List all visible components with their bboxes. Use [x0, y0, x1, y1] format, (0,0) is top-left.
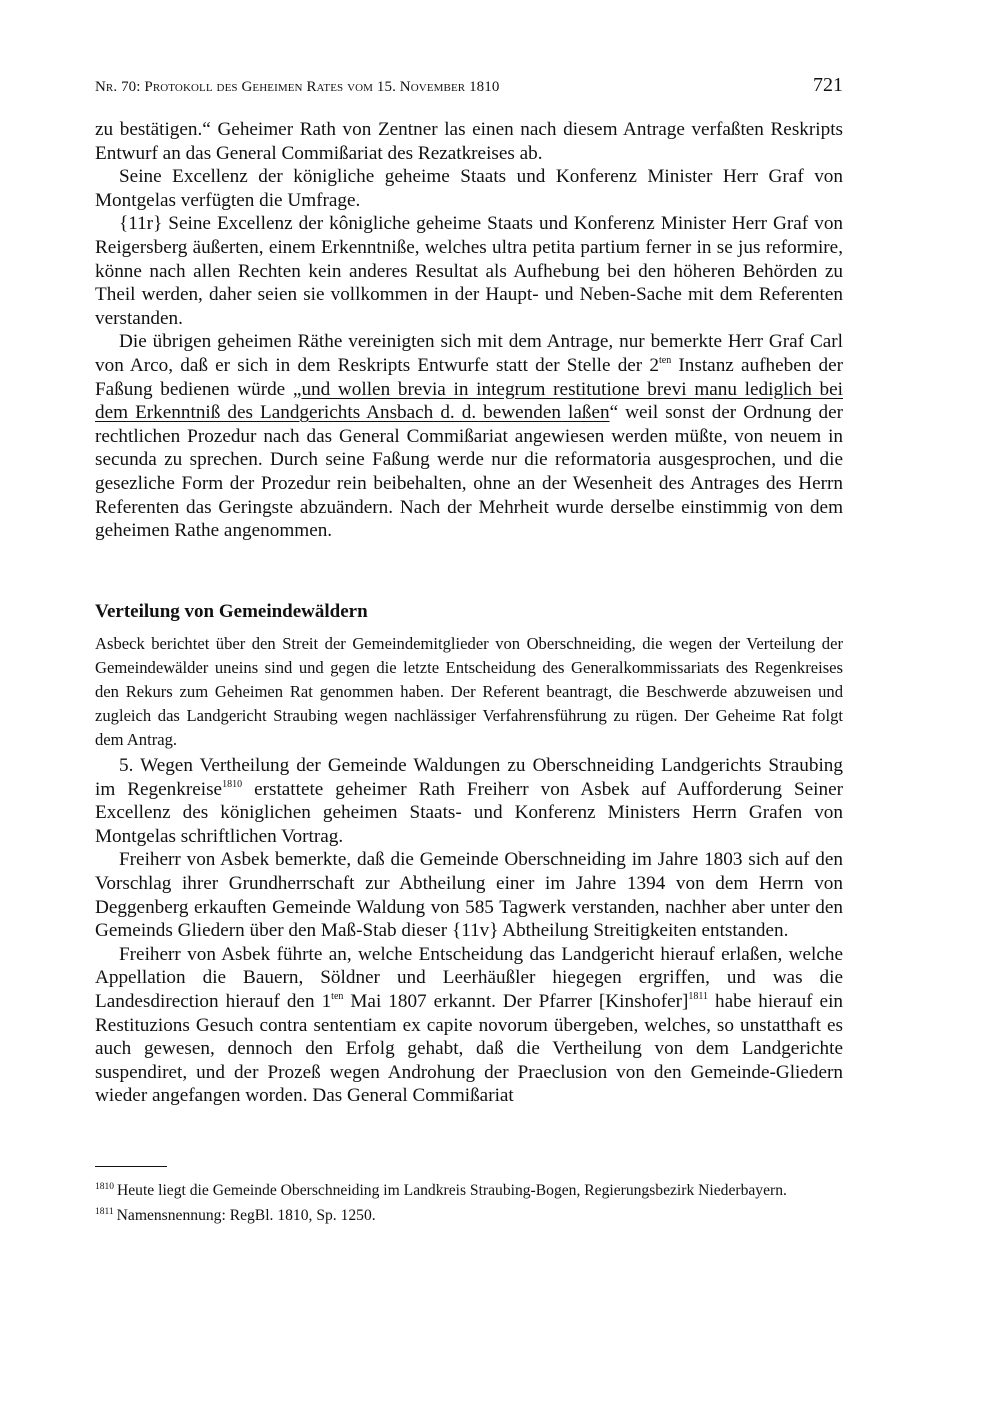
underlined-quotation: und wollen brevia in integrum restitutione brevi manu lediglich bei dem Erkenntniß des Landgerichts Ansbach d. d. bewenden laßen [95, 378, 843, 424]
main-text-block [95, 118, 843, 543]
footnote [95, 1205, 843, 1226]
footnotes [95, 1180, 843, 1230]
ordinal-superscript: ten [658, 354, 672, 366]
footnote-divider [95, 1166, 167, 1167]
paragraph-3: {11r} Seine Excellenz der kônigliche geheime Staats und Konferenz Minister Herr Graf von Reigersberg äußerten, einem Erkenntniße, welches ultra petita partium ferner in se jus reformire, könne nach allen Rechten kein anderes Resultat als Aufhebung bei den höheren Behörden zu Theil werden, daher seien sie vollkommen in der Haupt- und Neben-Sache mit dem Referenten verstanden. [95, 213, 843, 329]
footnote-mark: 1810 [95, 1182, 114, 1192]
paragraph-7-part-a: Freiherr von Asbek führte an, welche Entscheidung das Landgericht hierauf erlaßen, welche Appellation die Bauern, Söldner und Leerhäußler hiegegen ergriffen, und was die Landesdirection hierauf den 1 [95, 943, 843, 1012]
paragraph-5-part-a: 5. Wegen Vertheilung der Gemeinde Waldungen zu Oberschneiding Landgerichts Straubing im Regenkreise [95, 755, 843, 800]
running-header [95, 74, 845, 102]
footnote-text: Namensnennung: RegBl. 1810, Sp. 1250. [116, 1207, 376, 1224]
paragraph-4-part-b: Instanz aufheben der Faßung bedienen würde „ [95, 354, 843, 400]
footnote-mark: 1811 [95, 1207, 114, 1217]
paragraph-5 [95, 754, 843, 848]
footnote-text: Heute liegt die Gemeinde Oberschneiding im Landkreis Straubing-Bogen, Regierungsbezirk Niederbayern. [117, 1182, 787, 1199]
paragraph-7-part-b: Mai 1807 erkannt. Der Pfarrer [Kinshofer] [343, 990, 689, 1012]
footnote-reference[interactable]: 1810 [222, 778, 243, 790]
section-summary: Asbeck berichtet über den Streit der Gemeindemitglieder von Oberschneiding, die wegen der Verteilung der Gemeindewälder uneins sind und gegen die letzte Entscheidung des Generalkommissariats des Regenkreises den Rekurs zum Geheimen Rat genommen haben. Der Referent beantragt, die Beschwerde abzuweisen und zugleich das Landgericht Straubing wegen nachlässiger Verfahrensführung zu rügen. Der Geheime Rat folgt dem Antrag. [95, 634, 843, 749]
paragraph-4 [95, 330, 843, 542]
section-heading: Verteilung von Gemeindewäldern [95, 601, 368, 622]
ordinal-superscript: ten [331, 990, 344, 1002]
running-title: Nr. 70: Protokoll des Geheimen Rates vom 15. November 1810 [95, 79, 500, 95]
footnote-reference[interactable]: 1811 [688, 990, 709, 1002]
paragraph-2: Seine Excellenz der königliche geheime Staats und Konferenz Minister Herr Graf von Montgelas verfügten die Umfrage. [95, 166, 843, 211]
paragraph-6: Freiherr von Asbek bemerkte, daß die Gemeinde Oberschneiding im Jahre 1803 sich auf den Vorschlag ihrer Grundherrschaft zur Abtheilung einer im Jahre 1394 von dem Herrn von Deggenberg erkauften Gemeinde Waldung von 585 Tagwerk verstanden, nachher aber unter den Gemeinds Gliedern über den Maß-Stab dieser {11v} Abtheilung Streitigkeiten entstanden. [95, 849, 843, 942]
main-text-block-2 [95, 754, 843, 1108]
paragraph-7-part-c: habe hierauf ein Restituzions Gesuch contra sententiam ex capite novorum übergeben, welches, so unstatthaft es auch gewesen, dennoch den Erfolg gehabt, daß die Vertheilung von dem Landgerichte suspendiret, und der Prozeß wegen Androhung der Praeclusion von den Gemeinde-Gliedern wieder angefangen worden. Das General Commißariat [95, 990, 843, 1107]
paragraph-7 [95, 943, 843, 1108]
paragraph-1: zu bestätigen.“ Geheimer Rath von Zentner las einen nach diesem Antrage verfaßten Reskripts Entwurf an das General Commißariat des Rezatkreises ab. [95, 119, 843, 164]
page-number: 721 [813, 74, 843, 96]
paragraph-4-part-a: Die übrigen geheimen Räthe vereinigten sich mit dem Antrage, nur bemerkte Herr Graf Carl von Arco, daß er sich in dem Reskripts Entwurfe statt der Stelle der 2 [95, 331, 843, 376]
paragraph-5-part-b: erstattete geheimer Rath Freiherr von Asbek auf Aufforderung Seiner Excellenz des königlichen geheimen Staats- und Konferenz Ministers Herrn Grafen von Montgelas schriftlichen Vortrag. [95, 778, 843, 847]
paragraph-4-part-c: “ weil sonst der Ordnung der rechtlichen Prozedur nach das General Commißariat angewiesen werden müßte, von neuem in secunda zu sprechen. Durch seine Faßung werde nur die reformatoria ausgesprochen, und die gesezliche Form der Prozedur rein beibehalten, ohne an der Wesenheit des Antrages des Herrn Referenten das Geringste abzuändern. Nach der Mehrheit wurde derselbe einstimmig von dem geheimen Rathe angenommen. [95, 402, 843, 542]
footnote [95, 1180, 843, 1201]
